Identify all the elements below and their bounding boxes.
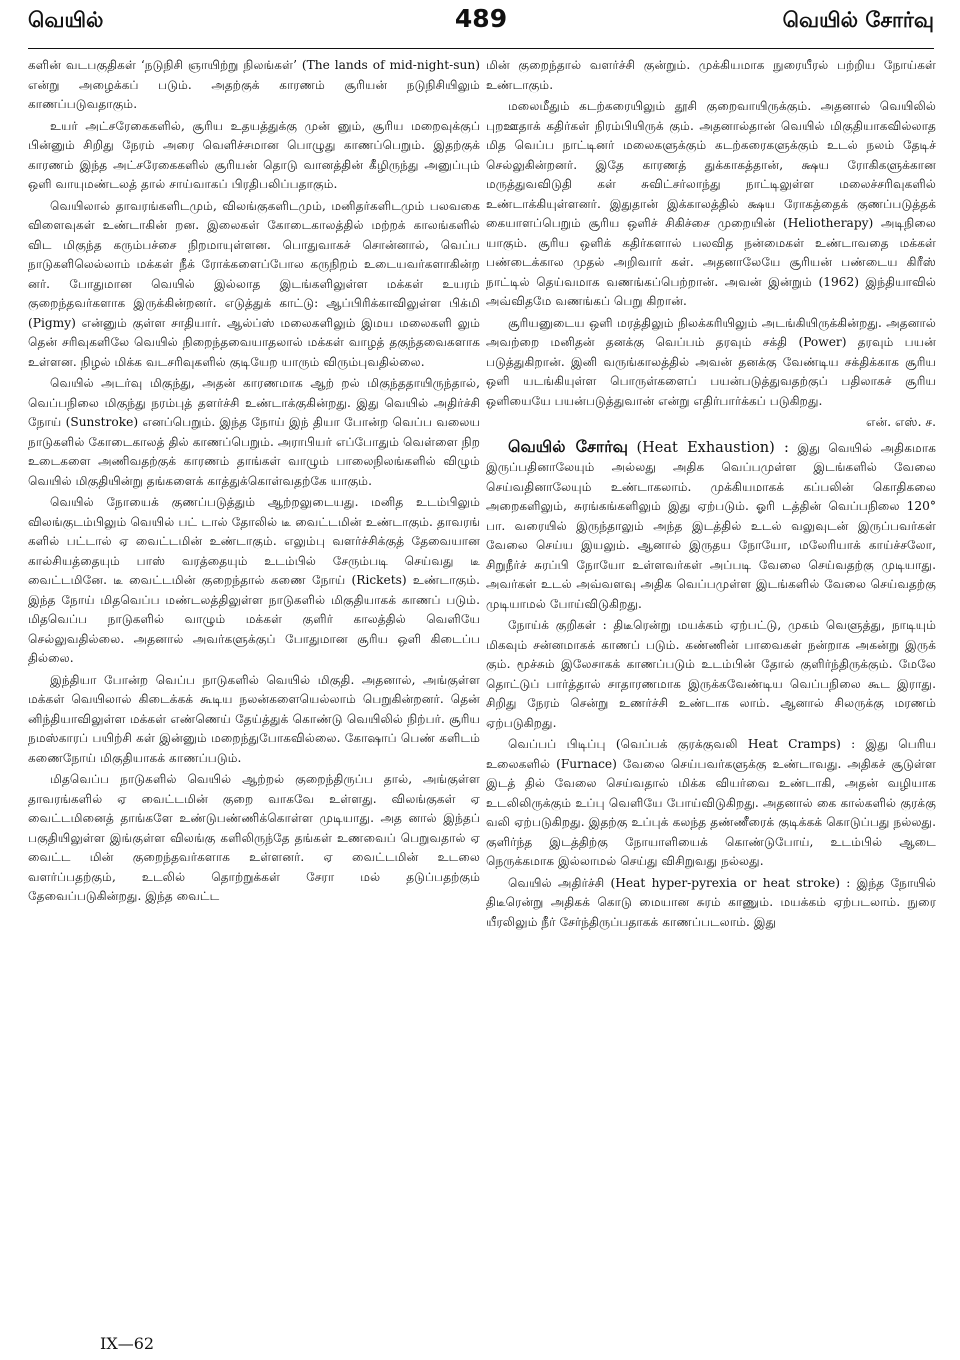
paragraph: வெயிலால் தாவரங்களிடமும், விலங்குகளிடமும், மனிதர்களிடமும் பலவகை விளைவுகள் உண்டாகின் றன. இலைகள் கோடைகாலத்தில் மற்றக் காலங்களில் விட மிகுந்த கரும்பச்சை நிறமாயுள்ளன. பொதுவாகச் சொன்னால், வெப்ப நாடுகளிலெல்லாம் மக்கள் நீக் ரோக்களைப்போல கருநிறம் உடையவர்களாகின்ற னர். போதுமான வெயில் இல்லாத இடங்களிலுள்ள மக்கள் உயரம் குறைந்தவர்களாக இருக்கின்றனர். எடுத்துக் காட்டு: ஆப்பிரிக்காவிலுள்ள பிக்மி (Pigmy) என்னும் குள்ள சாதியார். ஆல்ப்ஸ் மலைகளிலும் இமய மலைகளி லும் தென் சரிவுகளிலே வெயில் நிறைந்தவையாதலால் மக்கள் வாழத் தகுந்தவைகளாக உள்ளன. நிழல் மிக்க வடசரிவுகளில் குடியேற யாரும் விரும்புவதில்லை. — [28, 198, 480, 369]
right-column — [486, 56, 936, 934]
section-text: இது வெயில் அதிகமாக இருப்பதினாலேயும் அல்லது அதிக வெப்பமுள்ள இடங்களில் வேலை செய்வதினாலேயும் உண்டாகலாம். முக்கியமாகக் கப்பலின் கொதிகலை அறைகளிலும், சுரங்கங்களிலும் இது ஏற்படும். ஓரி டத்தின் வெப்பநிலை 120° பா. வரையில் இருந்தாலும் அந்த இடத்தில் உடல் வலுவுடன் இருப்பவர்கள் வேலை செய்ய இயலும். ஆனால் இருதய நோயோ, மலேரியாக் காய்ச்சலோ, சிறுநீர்ச் சுரப்பி நோயோ உள்ளவர்கள் அப்படி வேலை செய்வதற்கு முடியாது. அவர்கள் உடல் அவ்வளவு அதிக வெப்பமுள்ள இடங்களில் வேலை செய்வதற்கு முடியாமல் போய்விடுகிறது. — [486, 440, 937, 611]
left-column — [28, 56, 480, 909]
header-left-title: வெயில் — [28, 8, 104, 32]
paragraph: வெயில் அதிர்ச்சி (Heat hyper-pyrexia or heat stroke) : இந்த நோயில் திடீரென்று அதிகக் கொடு மையான சுரம் காணும். மயக்கம் ஏற்படலாம். நுரை யீரலிலும் நீர் சேர்ந்திருப்பதாகக் காணப்படலாம். இது — [486, 875, 936, 929]
paragraph: மிதவெப்ப நாடுகளில் வெயில் ஆற்றல் குறைந்திருப்ப தால், அங்குள்ள தாவரங்களில் ஏ வைட்டமின் குறை வாகவே உள்ளது. விலங்குகள் ஏ வைட்டமினைத் தாங்களே உண்டுபண்ணிக்கொள்ள முடியாது. அத னால் இந்தப் பகுதியிலுள்ள இங்குள்ள விலங்கு களிலிருந்தே தங்கள் உணவைப் பெறுவதால் ஏ வைட்ட மின் குறைந்தவர்களாக உள்ளனர். ஏ வைட்டமின் உடலை வளர்ப்பதற்கும், உடலில் தொற்றுக்கள் சேரா மல் தடுப்பதற்கும் தேவைப்படுகின்றது. இந்த வைட்ட — [28, 772, 480, 903]
paragraph: நோய்க் குறிகள் : திடீரென்று மயக்கம் ஏற்பட்டு, முகம் வெளுத்து, நாடியும் மிகவும் சன்னமாகக் காணப் படும். கண்ணின் பாவைகள் நன்றாக அகன்று இருக் கும். மூச்சும் இலேசாகக் காணப்படும் உடம்பின் தோல் குளிர்ந்திருக்கும். மேலே தொட்டுப் பார்த்தால் சாதாரணமாக இருக்கவேண்டிய வெப்பநிலை கூட இராது. சிறிது நேரம் சென்று உணர்ச்சி உண்டாக லாம். ஆனால் சிலருக்கு மரணம் ஏற்படுகிறது. — [486, 618, 936, 730]
paragraph: மலைமீதும் கடற்கரையிலும் தூசி குறைவாயிருக்கும். அதனால் வெயிலில் புறஊதாக் கதிர்கள் நிரம்பியிருக் கும். அதனால்தான் வெயில் மிகுதியாகவில்லாத மித வெப்ப நாட்டினர் மலைகளுக்கும் கடற்கரைகளுக்கும் உடல் நலம் தேடிச் செல்லுகின்றனர். இதே காரணத் துக்காகத்தான், க்ஷய ரோகிகளுக்கான மருத்துவவிடுதி கள் சுவிட்சர்லாந்து நாட்டிலுள்ள மலைச்சரிவுகளில் உண்டாக்கியுள்ளனர். இதுதான் இக்காலத்தில் க்ஷய ரோகத்தைக் குணப்படுத்தக் கையாளப்பெறும் சூரிய ஒளிச் சிகிச்சை முறையின் (Heliotherapy) அடிநிலை யாகும். சூரிய ஒளிக் கதிர்களால் பலவித நன்மைகள் உண்டாவதை மக்கள் பண்டைக்கால முதல் அறிவார் கள். அதனாலேயே சூரியன் பண்டைய கிரீஸ் நாட்டில் தெய்வமாக வணங்கப்பெற்றான். அவன் இன்றும் (1962) இந்தியாவில் அவ்விதமே வணங்கப் பெறு கிறான். — [486, 99, 936, 308]
paragraph: உயர் அட்சரேகைகளில், சூரிய உதயத்துக்கு முன் னும், சூரிய மறைவுக்குப் பின்னும் சிறிது நேரம் அரை வெளிச்சமான பொழுது காணப்பெறும். இதற்குக் காரணம் இந்த அட்சரேகைகளில் சூரியன் தொடு வானத்தின் கீழிருந்து அனுப்பும் ஒளி வாயுமண்டலத் தால் சாய்வாகப் பிரதிபலிப்பதாகும். — [28, 118, 480, 191]
paragraph: வெப்பப் பிடிப்பு (வெப்பக் குரக்குவலி Heat Cramps) : இது பெரிய உலைகளில் (Furnace) வேலை செய்பவர்களுக்கு உண்டாவது. அதிகச் சூடுள்ள இடத் தில் வேலை செய்வதால் மிக்க வியர்வை உண்டாகி, அதன் வழியாக உடலிலிருக்கும் உப்பு வெளியே போய்விடுகிறது. அதனால் கை கால்களில் குரக்கு வலி ஏற்படுகிறது. இதற்கு உப்புக் கலந்த தண்ணீரைக் குடிக்கக் கொடுப்பது நல்லது. குளிர்ந்த இடத்திற்கு நோயாளியைக் கொண்டுபோய், உடம்பில் ஆடை நெருக்கமாக இல்லாமல் செய்து விசிறுவது நல்லது. — [486, 737, 936, 868]
section-title: வெயில் சோர்வு — [508, 436, 628, 456]
paragraph: வெயில் நோயைக் குணப்படுத்தும் ஆற்றலுடையது. மனித உடம்பிலும் விலங்குடம்பிலும் வெயில் பட் டால் தோலில் டீ வைட்டமின் உண்டாகும். தாவரங் களில் பட்டால் ஏ வைட்டமின் உண்டாகும். எலும்பு வளர்ச்சிக்குத் தேவையான கால்சியத்தையும் பாஸ் வரத்தையும் உடம்பில் சேரும்படி செய்வது டீ வைட்டமினே. டீ வைட்டமின் குறைந்தால் கணை நோய் (Rickets) உண்டாகும். இந்த நோய் மிதவெப்ப மண்டலத்திலுள்ள நாடுகளில் மிகுதியாகக் காணப் படும். மிதவெப்ப நாடுகளில் வாழும் மக்கள் குளிர் காலத்தில் வெளியே செல்லுவதில்லை. அதனால் அவர்களுக்குப் போதுமான சூரிய ஒளி கிடைப்ப தில்லை. — [28, 495, 480, 665]
page-header — [28, 4, 934, 44]
header-right-title: வெயில் சோர்வு — [782, 8, 934, 32]
section-intro — [486, 437, 936, 615]
volume-page-marker: IX—62 — [100, 1334, 155, 1353]
paragraph: களின் வடபகுதிகள் ‘நடுநிசி ஞாயிற்று நிலங்கள்’ (The lands of mid-night-sun) என்று அழைக்கப் படும். அதற்குக் காரணம் சூரியன் நடுநிசியிலும் காணப்படுவதாகும். — [28, 58, 480, 111]
paragraph: சூரியனுடைய ஒளி மரத்திலும் நிலக்கரியிலும் அடங்கியிருக்கின்றது. அதனால் அவற்றை மனிதன் தனக்கு வெப்பம் தரவும் சக்தி (Power) தரவும் பயன் படுத்துகிறான். இனி வருங்காலத்தில் அவன் தனக்கு வேண்டிய சக்திக்காக சூரிய ஒளி யடங்கியுள்ள பொருள்களைப் பயன்படுத்துவதற்குப் பதிலாகச் சூரிய ஒளியையே பயன்படுத்துவான் என்று எதிர்பார்க்கப் படுகிறது. — [486, 315, 936, 408]
page-number: 489 — [454, 4, 508, 33]
author-signature: என். எஸ். ச. — [865, 415, 936, 429]
paragraph: இந்தியா போன்ற வெப்ப நாடுகளில் வெயில் மிகுதி. அதனால், அங்குள்ள மக்கள் வெயிலால் கிடைக்கக் கூடிய நலன்களையெல்லாம் பெறுகின்றனர். தென் னிந்தியாவிலுள்ள மக்கள் எண்ணெய் தேய்த்துக் கொண்டு வெயிலில் நிற்பர். சூரிய நமஸ்காரப் பயிற்சி கள் இன்னும் மறைந்துபோகவில்லை. கோஷாப் பெண் களிடம் கணைநோய் மிகுதியாகக் காணப்படும். — [28, 672, 480, 765]
paragraph: வெயில் அடர்வு மிகுந்து, அதன் காரணமாக ஆற் றல் மிகுந்ததாயிருந்தால், வெப்பநிலை மிகுந்து நரம்புத் தளர்ச்சி உண்டாக்குகின்றது. இது வெயில் அதிர்ச்சி நோய் (Sunstroke) எனப்பெறும். இந்த நோய் இந் தியா போன்ற வெப்ப வலைய நாடுகளில் கோடைகாலத் தில் காணப்பெறும். அராபியர் எப்போதும் வெள்ளை நிற உடைகளை அணிவதற்குக் காரணம் தாங்கள் வாழும் பாலைநிலங்களில் விழும் வெயில் மிகுதியின்று தங்களைக் காத்துக்கொள்வதற்கே யாகும். — [28, 376, 480, 488]
paragraph: மின் குறைந்தால் வளர்ச்சி குன்றும். முக்கியமாக நுரையீரல் பற்றிய நோய்கள் உண்டாகும். — [486, 58, 936, 92]
section-title-english: (Heat Exhaustion) : — [636, 439, 789, 456]
header-rule — [28, 48, 934, 49]
